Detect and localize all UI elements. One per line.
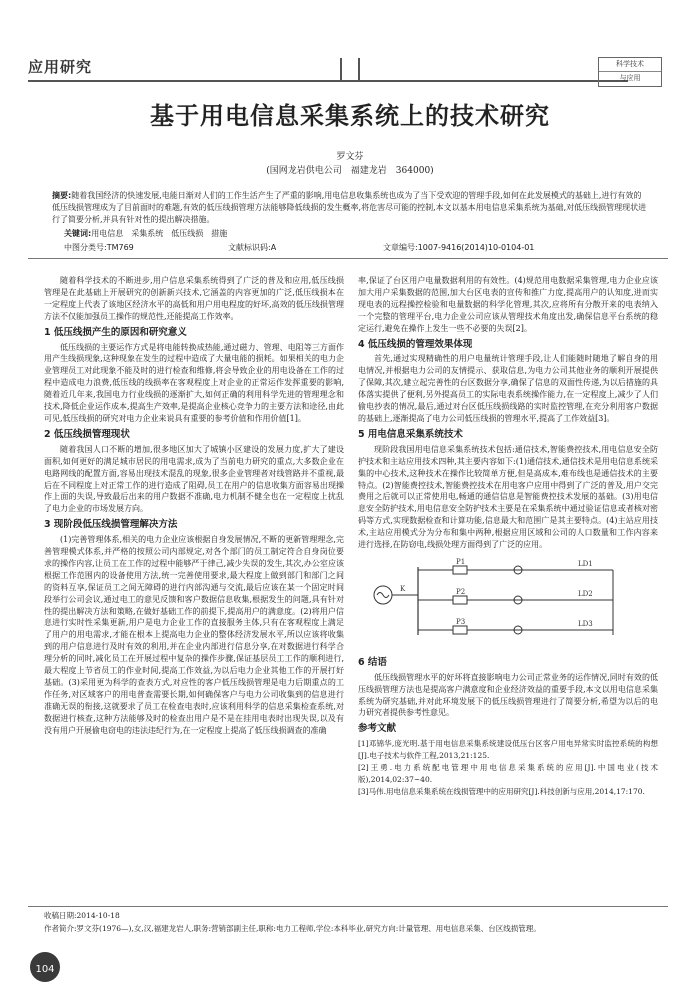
heading-2: 2 低压线损管理现状 xyxy=(44,428,130,440)
received-date: 收稿日期:2014-10-18 xyxy=(44,911,120,920)
heading-5: 5 用电信息采集系统技术 xyxy=(358,428,463,440)
abstract-rule xyxy=(28,258,668,259)
reference-item: [1]邓锦华,庞光明.基于用电信息采集系统建设低压台区客户用电异常实时监控系统的构想[J].电子技术与软件工程,2013,21:125. xyxy=(358,739,658,761)
clc-number: 中图分类号:TM769 xyxy=(64,243,134,252)
heading-6: 6 结语 xyxy=(358,656,387,668)
heading-4: 4 低压线损的管理效果体现 xyxy=(358,338,473,350)
label-p3: P3 xyxy=(456,617,466,626)
logo-top-text: 科学技术 xyxy=(599,58,661,72)
doc-code: 文献标识码:A xyxy=(228,243,277,252)
reference-item: [3]马伟.用电信息采集系统在线损管理中的应用研究[J].科技创新与应用,2014,17:170. xyxy=(358,786,645,796)
label-ld1: LD1 xyxy=(578,559,593,568)
section-2-text: 随着我国人口不断的增加,很多地区加大了城镇小区建设的发展力度,扩大了建设面积,如何更好的满足城市居民的用电需求,成为了当前电力研究的重点,大多数企业在电路网线的配置方面,容易出现技术混乱的现象,很多企业管理者对线管路并不重视,最后在不同程度上对正常工作的进行造成了阻碍,员工在用户的信息收集方面容易出现操作上面的失误,导致最后出来的用户数据不准确,电力机制不健全也在一定程度上扰乱了电力企业的市场发展方向。 xyxy=(44,444,344,514)
affiliation: (国网龙岩供电公司 福建龙岩 364000) xyxy=(266,166,434,176)
author-bio: 作者简介:罗文芬(1976—),女,汉,福建龙岩人,职务:营销部副主任,职称:电力工程师,学位:本科毕业,研究方向:计量管理、用电信息采集、台区线损管理。 xyxy=(44,924,541,933)
section-header: 应用研究 xyxy=(28,58,93,76)
section-1-text: 低压线损的主要运作方式是将电能转换成热能,通过磁力、管理、电阻等三方面作用产生线损现象,这种现象在发生的过程中造成了大量电能的损耗。如果相关的电力企业管理员工对此现象不能及时的进行检查和维修,将会导致企业的用电设备在工作的过程中造成电力浪费,低压线的线损率在客观程度上对企业的正常运作发挥重要的影响,随着近几年来,我国电力行业线损的逐渐扩大,如何正确的利用科学先进的管理理念和技术,降低企业运作成本,提高生产效率,是提高企业核心竞争力的主要方法和途径,由此可见,低压线损的研究对电力企业来说具有重要的参考价值和作用价值[1]。 xyxy=(44,342,344,423)
label-p2: P2 xyxy=(456,587,466,596)
page-number: 104 xyxy=(30,952,60,982)
section-6-text: 低压线损管理水平的好坏将直接影响电力公司正常业务的运作情况,同时有效的低压线损管理方法也是提高客户满意度和企业经济效益的重要手段,本文以用电信息采集系统为研究基础,并对此环境发展下的低压线损管理进行了简要分析,希望为以后的电力研究者提供参考性意见。 xyxy=(358,672,658,718)
references-title: 参考文献 xyxy=(358,723,397,735)
section-3-text: (1)完善管理体系,相关的电力企业应该根据自身发展情况,不断的更新管理理念,完善管理模式体系,并严格的按照公司内部规定,对各个部门的员工制定符合自身岗位要求的操作内容,让员工在工作的过程中能够严于律己,减少失误的发生,其次,办公室应该根据工作范围内的设备使用方法,统一完善使用要求,最大程度上做到部门和部门之间的资料互享,保证员工之间无障碍的进行内部沟通与交流,最后应该在某一个固定时间段举行公司会议,通过电工的意见反馈和客户数据信息收集,根据发生的问题,具有针对性的提出解决方法和策略,在做好基础工作的前提下,提高用户的满意度。(2)将用户信息进行实时性采集更新,用户是电力企业工作的直接服务主体,只有在客观程度上满足了用户的用电需求,才能在根本上提高电力企业的整体经济发展水平,所以应该将收集到的用户信息进行及时有效的利用,并在企业内部进行信息分享,在对数据进行科学合理分析的同时,减化员工在开展过程中复杂的操作步骤,保证基层员工工作的顺利进行,最大程度上节省员工的作业时间,提高工作效益,为以后电力企业其他工作的开展打好基础。(3)采用更为科学的查表方式,对应性的客户低压线损管理是电力后期重点的工作任务,对区域客户的用电普查需要长期,如何确保客户与电力公司收集到的信息进行准确无误的衔接,这就要求了员工在检查电表时,应该利用科学的信息采集检查系统,对数据进行核查,这种方法能够及时的检查出用户是不是在挂用电表时出现失误,以及有没有用户开展偷电窃电的违法违纪行为,在一定程度上提高了低压线损调查的准确 xyxy=(44,535,344,735)
header-divider-bars xyxy=(340,58,360,82)
logo-bottom-text: 与应用 xyxy=(619,74,641,82)
label-p1: P1 xyxy=(456,557,466,566)
label-ld3: LD3 xyxy=(578,619,593,628)
abstract-label: 摘要: xyxy=(52,191,72,200)
keywords-text: 用电信息 采集系统 低压线损 措施 xyxy=(91,229,228,238)
journal-logo xyxy=(598,57,662,87)
label-k: K xyxy=(400,584,406,593)
header-rule xyxy=(28,80,628,82)
references xyxy=(358,738,658,798)
keywords-label: 关键词: xyxy=(64,229,92,238)
section-4-text: 首先,通过实现精确性的用户电量统计管理手段,让人们能随时随地了解自身的用电情况,并根据电力公司的友情提示、获取信息,为电力公司其他业务的顺利开展提供了保障,其次,建立起完善性的台区数据分享,确保了信息的双面性传递,为以后措施的具体落实提供了便利,另外提高员工的实际电表系统操作能力,在一定程度上,减少了人们偷电抄表的情况,最后,通过对台区低压线损线路的实时监控管理,在充分利用客户数据的基础上,逐渐提高了电力公司低压线损的管理水平,提高了工作效益[3]。 xyxy=(358,354,658,423)
heading-1: 1 低压线损产生的原因和研究意义 xyxy=(44,326,187,338)
intro-paragraph: 随着科学技术的不断进步,用户信息采集系统得到了广泛的普及和应用,低压线损管理是在此基础上开展研究的创新新兴技术,它涵盖的内容更加的广泛,低压线损本在一定程度上代表了该地区经济水平的高低和用户用电程度的好坏,高效的低压线损管理方法不仅能加强员工操作的规范性,还能提高工作效率。 xyxy=(44,276,344,321)
abstract-text: 随着我国经济的快速发展,电能日渐对人们的工作生活产生了严重的影响,用电信息收集系统也成为了当下受欢迎的管理手段,如何在此发展模式的基础上,进行有效的低压线损管理成为了目前面时的难题,有效的低压线损管理方法能够降低线损的发生概率,将危害尽可能的控制,本文以基本用电信息采集系统为基础,对低压线损管理现状进行了简要分析,并具有针对性的提出解决措施。 xyxy=(52,191,647,224)
article-number: 文章编号:1007-9416(2014)10-0104-01 xyxy=(383,243,535,252)
abstract xyxy=(52,190,648,226)
keywords xyxy=(64,228,227,239)
author: 罗文芬 xyxy=(336,152,364,162)
paper-title: 基于用电信息采集系统上的技术研究 xyxy=(150,102,550,130)
section-5-text: 现阶段我国用电信息采集系统技术包括:通信技术,智能费控技术,用电信息安全防护技术和主站应用技术四种,其主要内容如下:(1)通信技术,通信技术是用电信息系统采集的中心技术,这种技术在操作比较简单方便,但是高成本,难布线也是通信技术的主要特点。(2)智能费控技术,智能费控技术在用电客户应用中得到了广泛的普及,用户交完费用之后就可以正常使用电,畅通的通信信息是智能费控技术发展的基础。(3)用电信息安全防护技术,用电信息安全防护技术主要是在采集系统中通过验证信息或者核对密码等方式,实现数据检查和计算功能,信息最大和范围广是其主要特点。(4)主站应用技术,主站应用模式分为分布和集中两种,根据应用区域和公司的人口数量和工作内容来进行选择,在防窃电,线损处理方面得到了广泛的应用。 xyxy=(358,444,658,550)
circuit-diagram xyxy=(358,555,658,645)
right-column xyxy=(358,275,658,798)
left-column xyxy=(44,275,344,737)
reference-item: [2]王勇.电力系统配电管理中用电信息采集系统的应用[J].中国电业(技术版),2014,02:37~40. xyxy=(358,763,658,784)
heading-3: 3 现阶段低压线损管理解决方法 xyxy=(44,519,178,531)
continued-paragraph: 率,保证了台区用户电量数据利用的有效性。(4)规范用电数据采集管理,电力企业应该加大用户采集数据的范围,加大台区电表的宣传和推广力度,提高用户的认知度,进而实现电表的远程操控检验和电量数据的科学化管理,其次,应将所有分散开来的电表纳入一个完整的管理平台,电力企业公司应该从管理技术角度出发,确保信息平台系统的稳定运行,避免在操作上发生一些不必要的失误[2]。 xyxy=(358,276,658,333)
label-ld2: LD2 xyxy=(578,589,593,598)
footer-rule xyxy=(28,906,668,907)
